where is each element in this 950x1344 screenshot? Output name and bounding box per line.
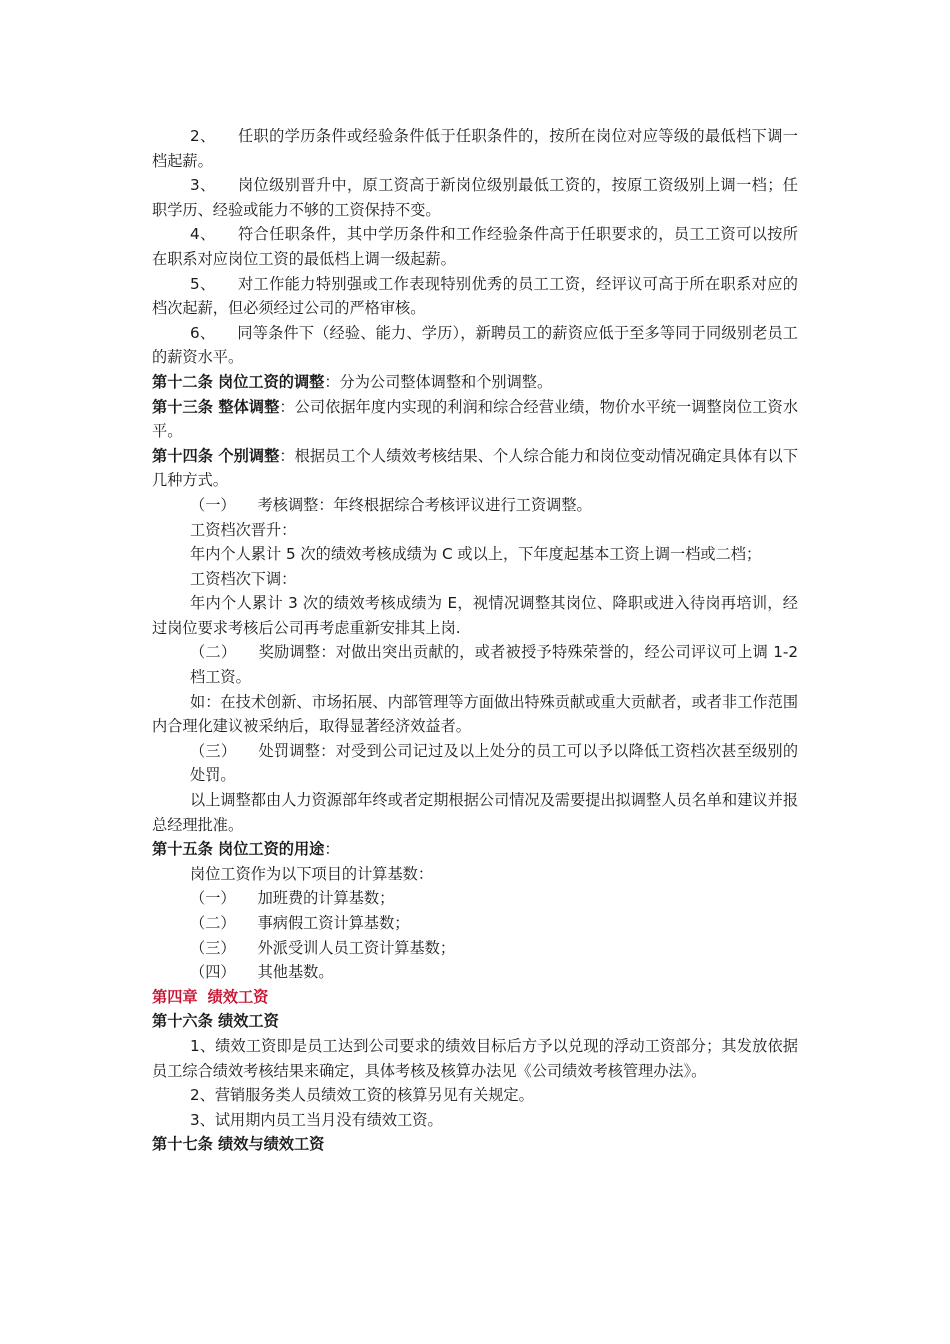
chapter-name: 绩效工资 [207,987,269,1006]
article-14-sub-2: （二） 奖励调整：对做出突出贡献的，或者被授予特殊荣誉的，经公司评议可上调 1-2 档工资。 [190,643,798,687]
article-16-item-1: 1、绩效工资即是员工达到公司要求的绩效目标后方予以兑现的浮动工资部分；其发放依据员工综合绩效考核结果来确定，具体考核及核算办法见《公司绩效考核管理办法》。 [152,1036,798,1080]
article-13-title: 第十三条 整体调整 [152,397,280,416]
article-15-title: 第十五条 岗位工资的用途 [152,840,325,859]
promote-label: 工资档次晋升： [190,520,297,539]
demote-text: 年内个人累计 3 次的绩效考核成绩为 E，视情况调整其岗位、降职或进入待岗再培训，经过岗位要求考核后公司再考虑重新安排其上岗. [152,594,798,637]
article-16-title: 第十六条 绩效工资 [152,1012,279,1031]
article-13: 第十三条 整体调整：公司依据年度内实现的利润和综合经营业绩，物价水平统一调整岗位工资水平。 [152,397,799,441]
promote-text: 年内个人累计 5 次的绩效考核成绩为 C 或以上，下年度起基本工资上调一档或二档； [190,545,762,564]
article-12-title: 第十二条 岗位工资的调整 [152,372,325,391]
article-14-sub-1: （一） 考核调整：年终根据综合考核评议进行工资调整。 [190,495,592,514]
article-15: 第十五条 岗位工资的用途： [152,840,340,859]
chapter-number: 第四章 [152,987,198,1006]
article-14-sub-3: （三） 处罚调整：对受到公司记过及以上处分的员工可以予以降低工资档次甚至级别的处罚。 [190,741,799,785]
article-14: 第十四条 个别调整：根据员工个人绩效考核结果、个人综合能力和岗位变动情况确定具体有以下几种方式。 [152,446,799,490]
clause-item-4: 4、 符合任职条件，其中学历条件和工作经验条件高于任职要求的，员工工资可以按所在职系对应岗位工资的最低档上调一级起薪。 [152,225,798,268]
chapter-heading [152,985,798,1010]
article-16-item-2: 2、营销服务类人员绩效工资的核算另见有关规定。 [190,1086,534,1105]
clause-item-5: 5、 对工作能力特别强或工作表现特别优秀的员工工资，经评议可高于所在职系对应的档次起薪，但必须经过公司的严格审核。 [152,274,798,318]
clause-item-2: 2、 任职的学历条件或经验条件低于任职条件的，按所在岗位对应等级的最低档下调一档起薪。 [152,127,798,170]
article-15-item-1: （一） 加班费的计算基数； [190,889,395,908]
article-15-item-2: （二） 事病假工资计算基数； [190,914,410,932]
clause-item-3: 3、 岗位级别晋升中，原工资高于新岗位级别最低工资的，按原工资级别上调一档；任职学历、经验或能力不够的工资保持不变。 [152,176,798,219]
article-15-intro: 岗位工资作为以下项目的计算基数： [190,864,433,883]
clause-item-6: 6、 同等条件下（经验、能力、学历），新聘员工的薪资应低于至多等同于同级别老员工的薪资水平。 [152,323,798,367]
article-16-item-3: 3、试用期内员工当月没有绩效工资。 [190,1110,443,1129]
adjustment-summary: 以上调整都由人力资源部年终或者定期根据公司情况及需要提出拟调整人员名单和建议并报总经理批准。 [152,791,798,834]
article-15-item-3: （三） 外派受训人员工资计算基数； [190,938,455,957]
reward-example: 如：在技术创新、市场拓展、内部管理等方面做出特殊贡献或重大贡献者，或者非工作范围内合理化建议被采纳后，取得显著经济效益者。 [152,692,798,736]
article-12: 第十二条 岗位工资的调整：分为公司整体调整和个别调整。 [152,372,553,391]
demote-label: 工资档次下调： [190,569,297,588]
article-15-item-4: （四） 其他基数。 [190,963,334,982]
document-page [152,124,798,1157]
article-14-title: 第十四条 个别调整 [152,446,280,465]
article-17-title: 第十七条 绩效与绩效工资 [152,1135,325,1154]
